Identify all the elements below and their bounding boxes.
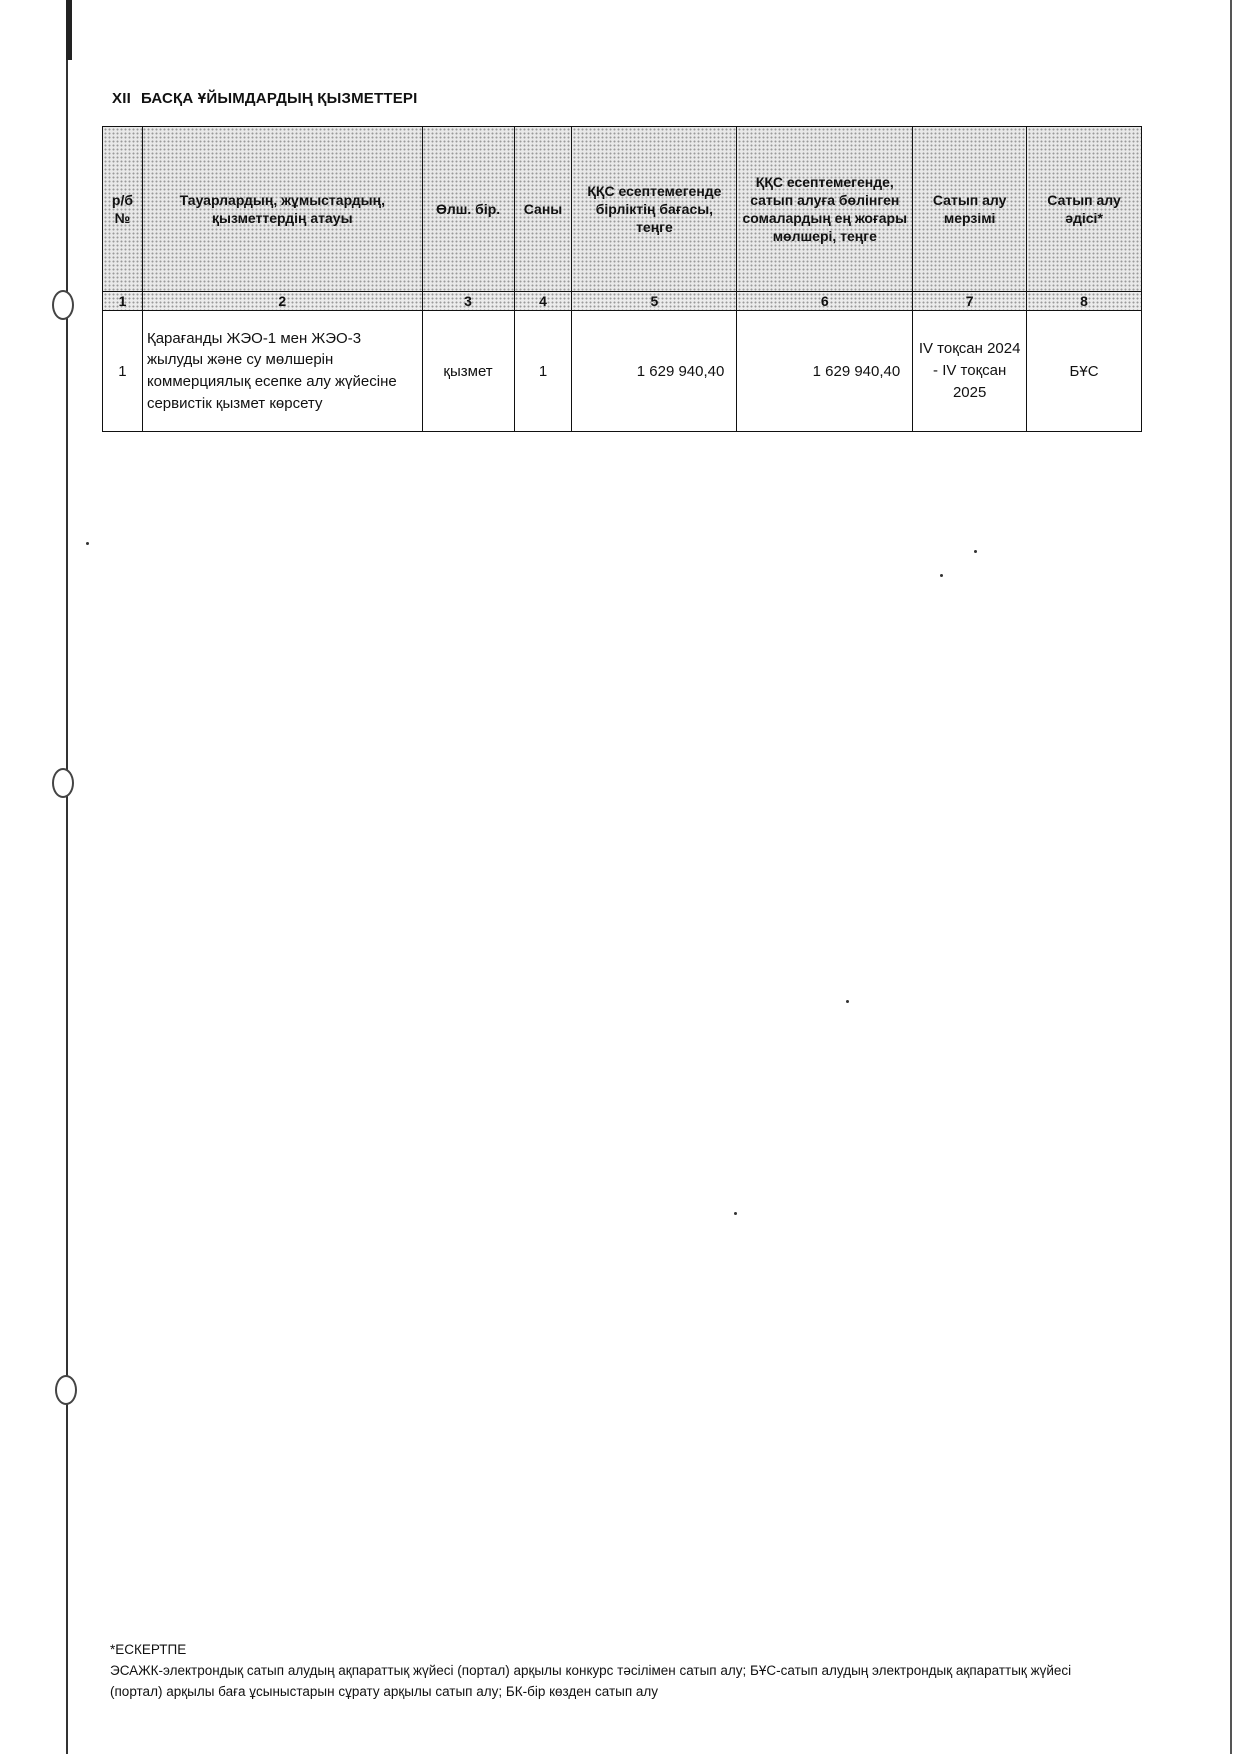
column-number: 1 (103, 292, 143, 311)
scan-speck (940, 574, 943, 577)
header-cell-method: Сатып алу әдісі* (1027, 127, 1142, 292)
column-number: 6 (737, 292, 913, 311)
header-cell-name: Тауарлардың, жұмыстардың, қызметтердің атауы (142, 127, 422, 292)
header-cell-unit: Өлш. бір. (422, 127, 514, 292)
row-number: 1 (103, 311, 143, 432)
row-unit: қызмет (422, 311, 514, 432)
header-row (103, 127, 1142, 292)
row-unit-price: 1 629 940,40 (572, 311, 737, 432)
column-number: 2 (142, 292, 422, 311)
footnote-text: ЭСАЖК-электрондық сатып алудың ақпараттық жүйесі (портал) арқылы конкурс тәсілімен сатып алу; БҰС-сатып алудың электрондық ақпараттық жүйесі (портал) арқылы баға ұсыныстарын сұрату арқылы сатып алу; БК-бір көзден сатып алу (110, 1662, 1072, 1699)
section-title (112, 90, 418, 107)
scan-speck (86, 542, 89, 545)
page-edge (1230, 0, 1232, 1754)
scan-speck (974, 550, 977, 553)
row-method: БҰС (1027, 311, 1142, 432)
scan-mark (66, 0, 72, 60)
section-number: XII (112, 90, 131, 107)
row-quantity: 1 (514, 311, 572, 432)
row-term: IV тоқсан 2024 - IV тоқсан 2025 (913, 311, 1027, 432)
column-number: 5 (572, 292, 737, 311)
column-number: 3 (422, 292, 514, 311)
row-total: 1 629 940,40 (737, 311, 913, 432)
header-cell-num: р/б № (103, 127, 143, 292)
procurement-table (102, 126, 1142, 432)
punch-hole (55, 1375, 77, 1405)
header-cell-term: Сатып алу мерзімі (913, 127, 1027, 292)
scan-speck (846, 1000, 849, 1003)
section-title-text: БАСҚА ҰЙЫМДАРДЫҢ ҚЫЗМЕТТЕРІ (140, 90, 418, 107)
table-row (103, 311, 1142, 432)
punch-hole (52, 290, 74, 320)
column-number-row (103, 292, 1142, 311)
header-cell-unit-price: ҚҚС есептемегенде бірліктің бағасы, теңге (572, 127, 737, 292)
punch-hole (52, 768, 74, 798)
row-item-name: Қарағанды ЖЭО-1 мен ЖЭО-3 жылуды және су мөлшерін коммерциялық есепке алу жүйесіне сервистік қызмет көрсету (142, 311, 422, 432)
column-number: 4 (514, 292, 572, 311)
scan-speck (734, 1212, 737, 1215)
binding-line (66, 0, 68, 1754)
footnote-title: *ЕСКЕРТПЕ (110, 1642, 187, 1657)
column-number: 8 (1027, 292, 1142, 311)
footnote (110, 1640, 1120, 1703)
header-cell-qty: Саны (514, 127, 572, 292)
header-cell-total: ҚҚС есептемегенде, сатып алуға бөлінген сомалардың ең жоғары мөлшері, теңге (737, 127, 913, 292)
column-number: 7 (913, 292, 1027, 311)
